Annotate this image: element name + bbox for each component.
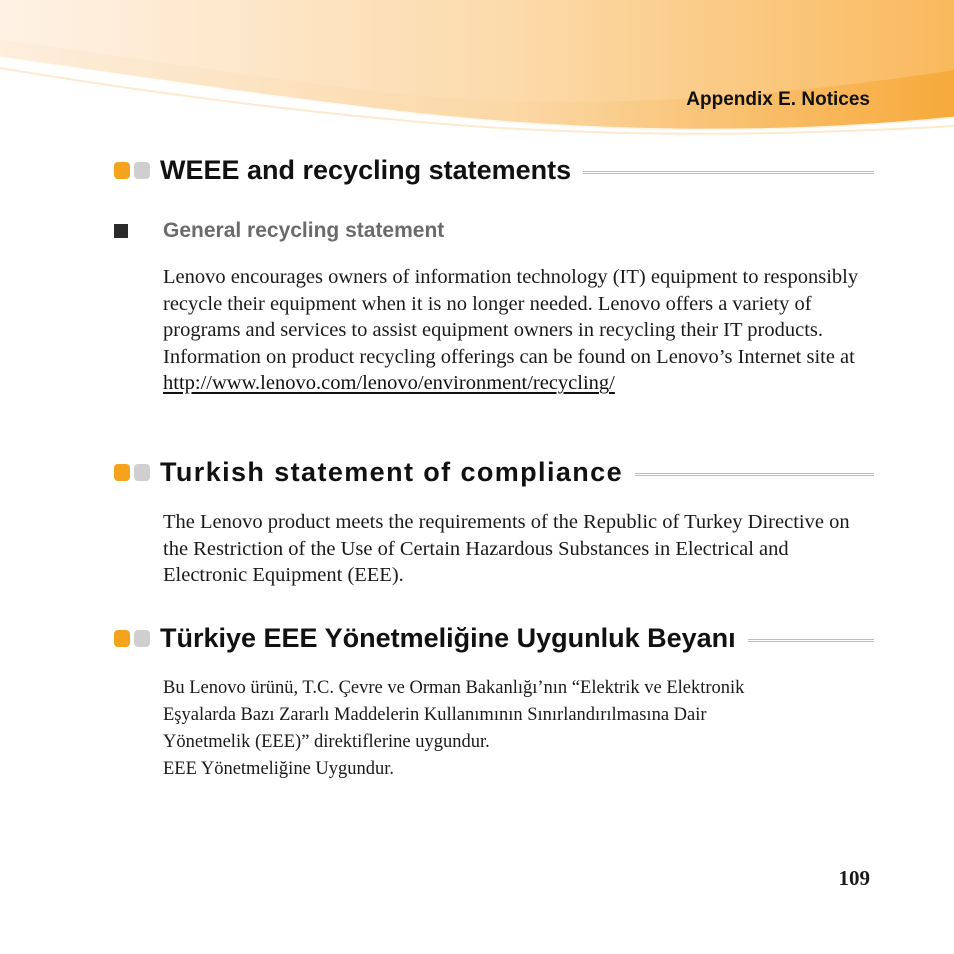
turkiye-line: Yönetmelik (EEE)” direktiflerine uygundur.	[163, 732, 490, 752]
turkiye-paragraph	[163, 675, 875, 783]
turkiye-line: Eşyalarda Bazı Zararlı Maddelerin Kullanımının Sınırlandırılmasına Dair	[163, 705, 707, 725]
turkish-body-text: The Lenovo product meets the requirements of the Republic of Turkey Directive on the Restriction of the Use of Certain Hazardous Substances in Electrical and Electronic Equipment (EEE).	[163, 511, 850, 587]
turkish-paragraph	[163, 509, 875, 589]
subheading-text: General recycling statement	[163, 219, 445, 242]
section-title: WEEE and recycling statements	[160, 155, 572, 185]
section-title: Turkish statement of compliance	[160, 457, 623, 487]
weee-paragraph	[163, 264, 875, 397]
recycling-link[interactable]: http://www.lenovo.com/lenovo/environment/recycling/	[163, 372, 615, 395]
running-header-title: Appendix E. Notices	[686, 89, 870, 110]
section-rule	[583, 171, 874, 174]
section-bullet-icon	[114, 162, 150, 179]
section-title: Türkiye EEE Yönetmeliğine Uygunluk Beyanı	[160, 623, 736, 653]
turkiye-line: Bu Lenovo ürünü, T.C. Çevre ve Orman Bakanlığı’nın “Elektrik ve Elektronik	[163, 678, 745, 698]
section-heading-turkish	[114, 457, 874, 488]
header-wave-decoration	[0, 0, 954, 140]
weee-body-text: Lenovo encourages owners of information technology (IT) equipment to responsibly recycle their equipment when it is no longer needed. Lenovo offers a variety of programs and services to assist equipment owners in recycling their IT products. Information on product recycling offerings can be found on Lenovo’s Internet site at	[163, 266, 859, 368]
page-number: 109	[838, 866, 870, 890]
turkiye-line: EEE Yönetmeliğine Uygundur.	[163, 759, 395, 779]
section-bullet-icon	[114, 630, 150, 647]
subheading-general-recycling	[114, 219, 444, 243]
section-rule	[748, 639, 874, 642]
section-heading-turkiye	[114, 623, 874, 654]
section-rule	[635, 473, 874, 476]
section-bullet-icon	[114, 464, 150, 481]
section-heading-weee	[114, 155, 874, 186]
square-bullet-icon	[114, 224, 128, 238]
